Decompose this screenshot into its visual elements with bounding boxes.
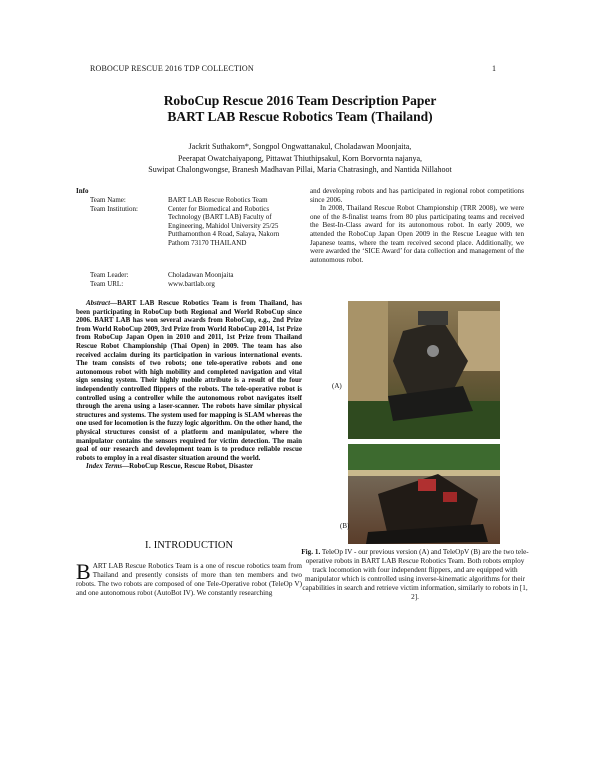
intro-text: ART LAB Rescue Robotics Team is a one of rescue robotics team from Thailand and presently consists of more than ten members and two robots. The two robots are composed of one Tele-Operative robot (TeleOp V) and one autonomous robot (AutoBot IV). We constantly researching bbox=[76, 562, 302, 597]
info-value: Center for Biomedical and Robotics Technology (BART LAB) Faculty of Engineering, Mahidol University 25/25 Putthamonthon 4 Road, Salaya, Nakorn Pathom 73170 THAILAND bbox=[168, 204, 280, 247]
index-terms-text: RoboCup Rescue, Rescue Robot, Disaster bbox=[129, 462, 254, 471]
authors-line: Jackrit Suthakorn*, Songpol Ongwattanakul, Choladawan Moonjaita, bbox=[188, 142, 412, 151]
robot-photo-a bbox=[348, 301, 500, 439]
dropcap: B bbox=[76, 559, 91, 584]
info-key: Team Institution: bbox=[90, 204, 138, 213]
right-para-2: In 2008, Thailand Rescue Robot Championship (TRR 2008), we were one of the 8-finalist teams from 80 plus participating teams and received the Best-In-Class award for its autonomous robot. In early 2009, we attended the RoboCup Japan Open 2009 in the Rescue League with ten Japanese teams, where the team received second place. Additionally, we were awarded the ‘SICE Award’ for data collection and management of the autonomous robot. bbox=[310, 204, 524, 264]
figure-label-a: (A) bbox=[332, 382, 342, 390]
right-para-1: and developing robots and has participated in regional robot competitions since 2006. bbox=[310, 187, 524, 204]
figure-label-b: (B) bbox=[340, 522, 350, 530]
info-key: Team Name: bbox=[90, 196, 126, 204]
section-heading: I. INTRODUCTION bbox=[144, 540, 234, 551]
info-key: Team URL: bbox=[90, 279, 124, 288]
paper-title-line1: RoboCup Rescue 2016 Team Description Paper bbox=[163, 93, 437, 108]
page-number: 1 bbox=[492, 64, 497, 73]
info-value: www.bartlab.org bbox=[168, 279, 215, 288]
robot-photo-b bbox=[348, 444, 500, 544]
caption-label: Fig. 1. bbox=[301, 548, 321, 556]
abstract-label: Abstract bbox=[86, 299, 111, 307]
abstract-text: BART LAB Rescue Robotics Team is from Thailand, has been participating in RoboCup both Regional and World RoboCup since 2006. BART LAB has won several awards from RoboCup, e.g., 2nd Prize from World RoboCup 2009, 3rd Prize from World RoboCup 2014, 1st Prize from RoboCup Japan Open in 2010 and 2011, 1st Prize from Thailand Rescue Robot Championship (Thai Open) in 2009. The team has also received acclaim during its participation in various international events. The team consists of two robots; one tele-operative robots and one autonomous robot with high mobility and completed navigation and vital sign sensing system. Their highly mobile attribute is a result of the four independently controlled flippers of the robots. The tele-operative robot is controlled using a controller while the autonomous robot navigates itself through the arena using a laser-scanner. The robots have similar physical structures and systems. The system used for mapping is SLAM whereas the one used for locomotion is the fuzzy logic algorithm. On the other hand, the physical structures consist of a platform and manipulator, where the manipulator contains the sensors required for victim detection. The main goal of our research and development team is to produce reliable rescue robots to employ in a real disaster situation around the world. bbox=[76, 299, 302, 462]
paper-title-line2: BART LAB Rescue Robotics Team (Thailand) bbox=[167, 109, 433, 124]
abstract-block: Abstract—BART LAB Rescue Robotics Team is from Thailand, has been participating in RoboCup both Regional and World RoboCup since 2006. BART LAB has won several awards from RoboCup, e.g., 2nd Prize from World RoboCup 2009, 3rd Prize from World RoboCup 2014, 1st Prize from RoboCup Japan Open in 2010 and 2011, 1st Prize from Thailand Rescue Robot Championship (Thai Open) in 2009. The team has also received acclaim during its participation in various international events. The team consists of two robots; one tele-operative robots and one autonomous robot with high mobility and completed navigation and vital sign sensing system. Their highly mobile attribute is a result of the four independently controlled flippers of the robots. The tele-operative robot is controlled using a controller while the autonomous robot navigates itself through the arena using a laser-scanner. The robots have similar physical structures and systems. The system used for mapping is SLAM whereas the one used for locomotion is the fuzzy logic algorithm. On the other hand, the physical structures consist of a platform and manipulator, where the manipulator contains the sensors required for victim detection. The main goal of our research and development team is to produce reliable rescue robots to employ in a real disaster situation around the world. Index Terms—RoboCup Rescue, Rescue Robot, Disaster bbox=[76, 299, 302, 471]
info-key: Team Leader: bbox=[90, 271, 129, 279]
running-header: ROBOCUP RESCUE 2016 TDP COLLECTION bbox=[90, 64, 254, 73]
caption-text: TeleOp IV - our previous version (A) and TeleOpV (B) are the two tele-operative robots in BART LAB Rescue Robotics Team. Both robots employ track locomotion with four independent flippers, and are equipped with manipulator which is controlled using inverse-kinematic algorithms for their capabilities in search and retrieve victim information, similarly to robots in [1, 2]. bbox=[302, 548, 529, 601]
authors-line: Suwipat Chalongwongse, Branesh Madhavan Pillai, Maria Chatrasingh, and Nantida Nillahoot bbox=[148, 165, 452, 174]
info-value: BART LAB Rescue Robotics Team bbox=[168, 196, 268, 204]
info-heading: Info bbox=[76, 187, 89, 195]
right-column-text bbox=[310, 187, 524, 264]
intro-paragraph bbox=[76, 559, 302, 598]
figure-caption bbox=[300, 548, 530, 602]
index-terms-label: Index Terms bbox=[86, 462, 123, 471]
authors-line: Peerapat Owatchaiyapong, Pittawat Thiuthipsakul, Korn Borvornta najanya, bbox=[177, 153, 422, 163]
authors-block bbox=[90, 141, 510, 176]
info-value: Choladawan Moonjaita bbox=[168, 271, 234, 279]
